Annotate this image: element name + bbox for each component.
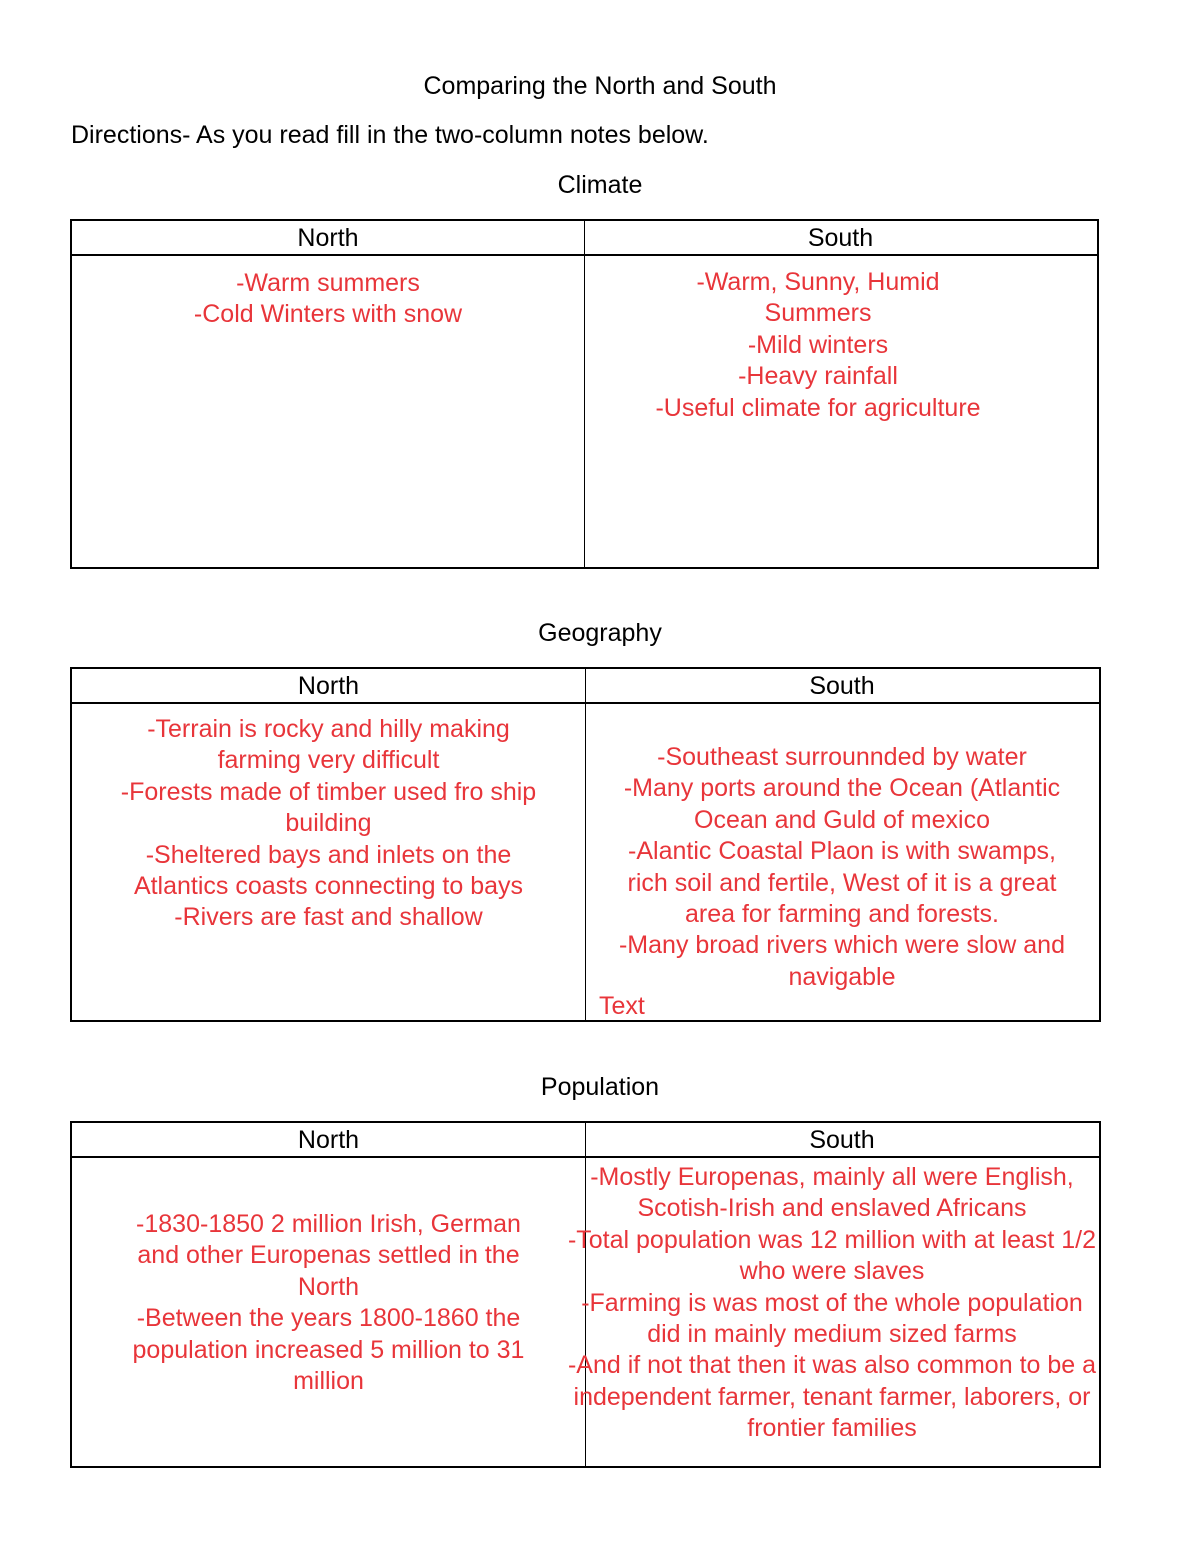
note-line: frontier families (747, 1414, 917, 1443)
geography-table (70, 667, 1101, 1022)
note-line: -Mostly Europenas, mainly all were English, (590, 1163, 1074, 1191)
climate-south-notes (558, 267, 1078, 424)
section-heading-population: Population (540, 1073, 660, 1101)
note-line: area for farming and forests. (684, 900, 1000, 929)
climate-header-north: North (72, 221, 584, 256)
note-line: -Sheltered bays and inlets on the (145, 840, 512, 869)
note-line: -Warm, Sunny, Humid (696, 268, 940, 296)
note-line: -Southeast surrounnded by water (657, 743, 1027, 771)
note-line: -Total population was 12 million with at least 1/2 (567, 1225, 1097, 1254)
note-line: Ocean and Guld of mexico (694, 805, 990, 834)
climate-table (70, 219, 1099, 569)
note-line: building (285, 809, 372, 838)
population-south-notes (542, 1162, 1122, 1445)
note-line: million (293, 1367, 364, 1396)
note-line: -Between the years 1800-1860 the (136, 1304, 521, 1333)
note-line: -Many broad rivers which were slow and (618, 931, 1065, 960)
note-line: -Mild winters (747, 330, 889, 359)
geography-header-south: South (585, 669, 1099, 704)
population-table (70, 1121, 1101, 1468)
note-line: -Heavy rainfall (738, 362, 898, 391)
geography-north-notes (72, 714, 585, 934)
population-north-notes (72, 1209, 585, 1397)
population-header-north: North (72, 1123, 585, 1158)
note-line: population increased 5 million to 31 (132, 1335, 525, 1364)
note-line: -Farming is was most of the whole population (581, 1288, 1083, 1317)
note-line: -Useful climate for agriculture (655, 393, 981, 422)
note-line: independent farmer, tenant farmer, laborers, or (573, 1382, 1091, 1411)
section-heading-climate: Climate (557, 171, 643, 199)
note-line: who were slaves (739, 1257, 925, 1286)
note-line: -Many ports around the Ocean (Atlantic (623, 774, 1061, 803)
note-line: Summers (764, 299, 872, 328)
note-line: -Cold Winters with snow (193, 300, 463, 329)
note-line: -Forests made of timber used fro ship (120, 777, 537, 806)
note-line: -Terrain is rocky and hilly making (147, 715, 510, 743)
note-line: -1830-1850 2 million Irish, German (136, 1210, 521, 1238)
directions-text: Directions- As you read fill in the two-column notes below. (71, 121, 709, 149)
climate-north-notes (72, 268, 584, 331)
note-line: and other Europenas settled in the (137, 1241, 520, 1270)
population-header-south: South (585, 1123, 1099, 1158)
note-line: -Rivers are fast and shallow (174, 903, 483, 932)
note-line: navigable (788, 962, 896, 991)
note-line: farming very difficult (217, 746, 440, 775)
geography-south-notes (585, 742, 1099, 1019)
page-title: Comparing the North and South (423, 72, 777, 100)
note-line: rich soil and fertile, West of it is a great (627, 868, 1057, 897)
note-line: -And if not that then it was also common to be a (567, 1351, 1097, 1380)
note-line: Scotish-Irish and enslaved Africans (637, 1194, 1027, 1223)
note-line: Atlantics coasts connecting to bays (133, 872, 524, 901)
geography-header-north: North (72, 669, 585, 704)
note-line: Text (599, 992, 645, 1021)
note-line: -Warm summers (236, 269, 420, 297)
note-line: -Alantic Coastal Plaon is with swamps, (628, 837, 1056, 866)
note-line: North (297, 1272, 360, 1301)
climate-header-south: South (584, 221, 1097, 256)
note-line: did in mainly medium sized farms (647, 1320, 1017, 1349)
section-heading-geography: Geography (538, 619, 662, 647)
